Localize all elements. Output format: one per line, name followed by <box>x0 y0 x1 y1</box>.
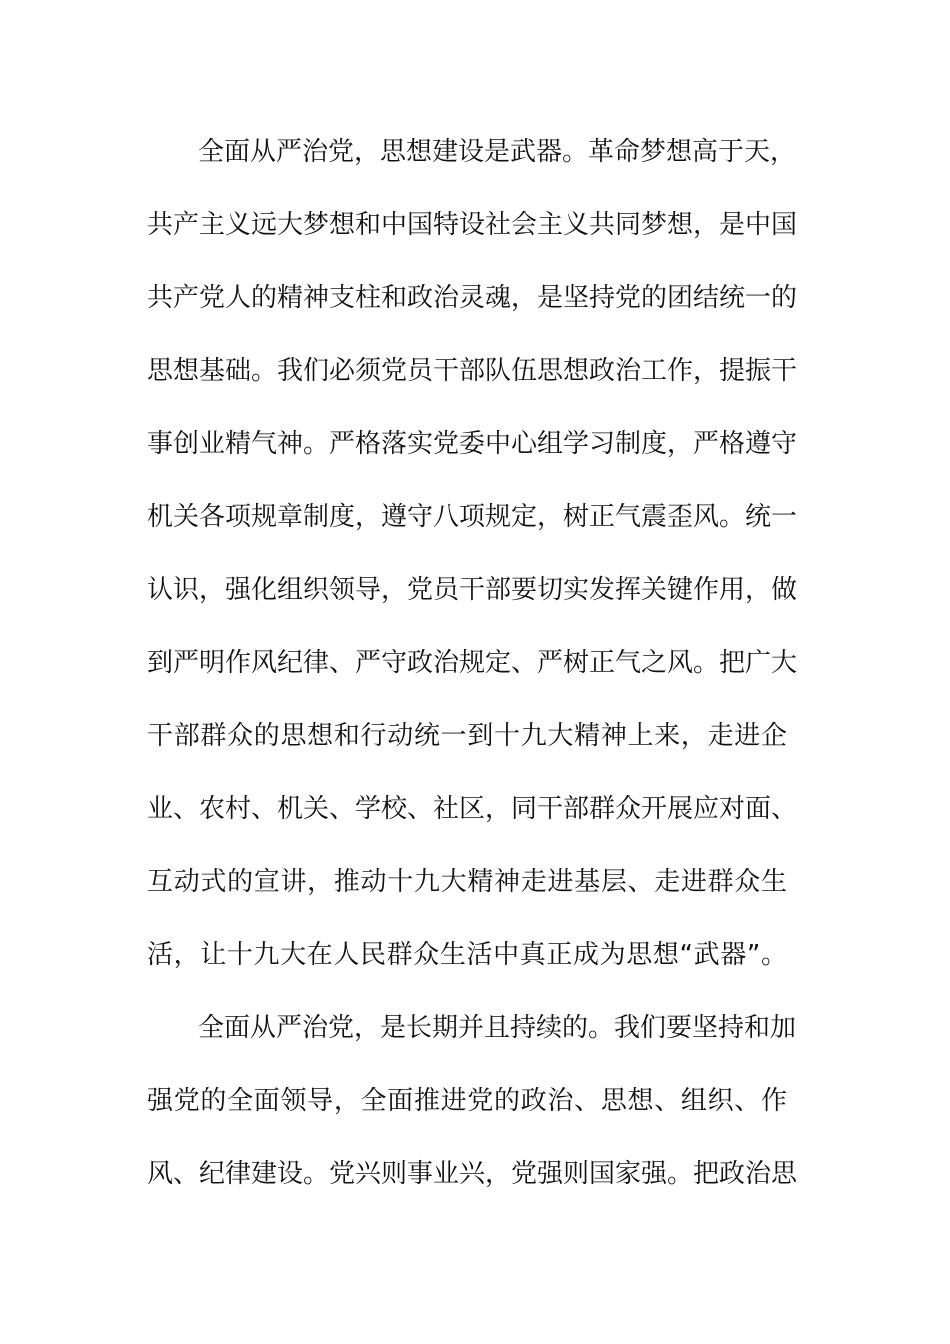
paragraph-1-line-9: 干部群众的思想和行动统一到十九大精神上来，走进企 <box>147 721 787 751</box>
paragraph-1-line-2: 共产主义远大梦想和中国特设社会主义共同梦想，是中国 <box>147 210 798 240</box>
paragraph-1-line-12: 活，让十九大在人民群众生活中真正成为思想“武器”。 <box>147 940 787 970</box>
paragraph-2-line-2: 强党的全面领导，全面推进党的政治、思想、组织、作 <box>147 1086 787 1116</box>
paragraph-1-line-6: 机关各项规章制度，遵守八项规定，树正气震歪风。统一 <box>147 502 798 532</box>
paragraph-2-line-3: 风、纪律建设。党兴则事业兴，党强则国家强。把政治思 <box>147 1159 798 1189</box>
paragraph-1-line-10: 业、农村、机关、学校、社区，同干部群众开展应对面、 <box>147 794 798 824</box>
paragraph-1-line-8: 到严明作风纪律、严守政治规定、严树正气之风。把广大 <box>147 648 798 678</box>
paragraph-1-line-11: 互动式的宣讲，推动十九大精神走进基层、走进群众生 <box>147 867 787 897</box>
paragraph-1-line-3: 共产党人的精神支柱和政治灵魂，是坚持党的团结统一的 <box>147 283 798 313</box>
paragraph-2-line-1: 全面从严治党，是长期并且持续的。我们要坚持和加 <box>198 1013 797 1043</box>
paragraph-1-line-7: 认识，强化组织领导，党员干部要切实发挥关键作用，做 <box>147 575 798 605</box>
paragraph-1-line-5: 事创业精气神。严格落实党委中心组学习制度，严格遵守 <box>147 429 798 459</box>
paragraph-1-line-4: 思想基础。我们必须党员干部队伍思想政治工作，提振干 <box>147 356 798 386</box>
paragraph-1-line-1: 全面从严治党，思想建设是武器。革命梦想高于天， <box>198 137 797 167</box>
